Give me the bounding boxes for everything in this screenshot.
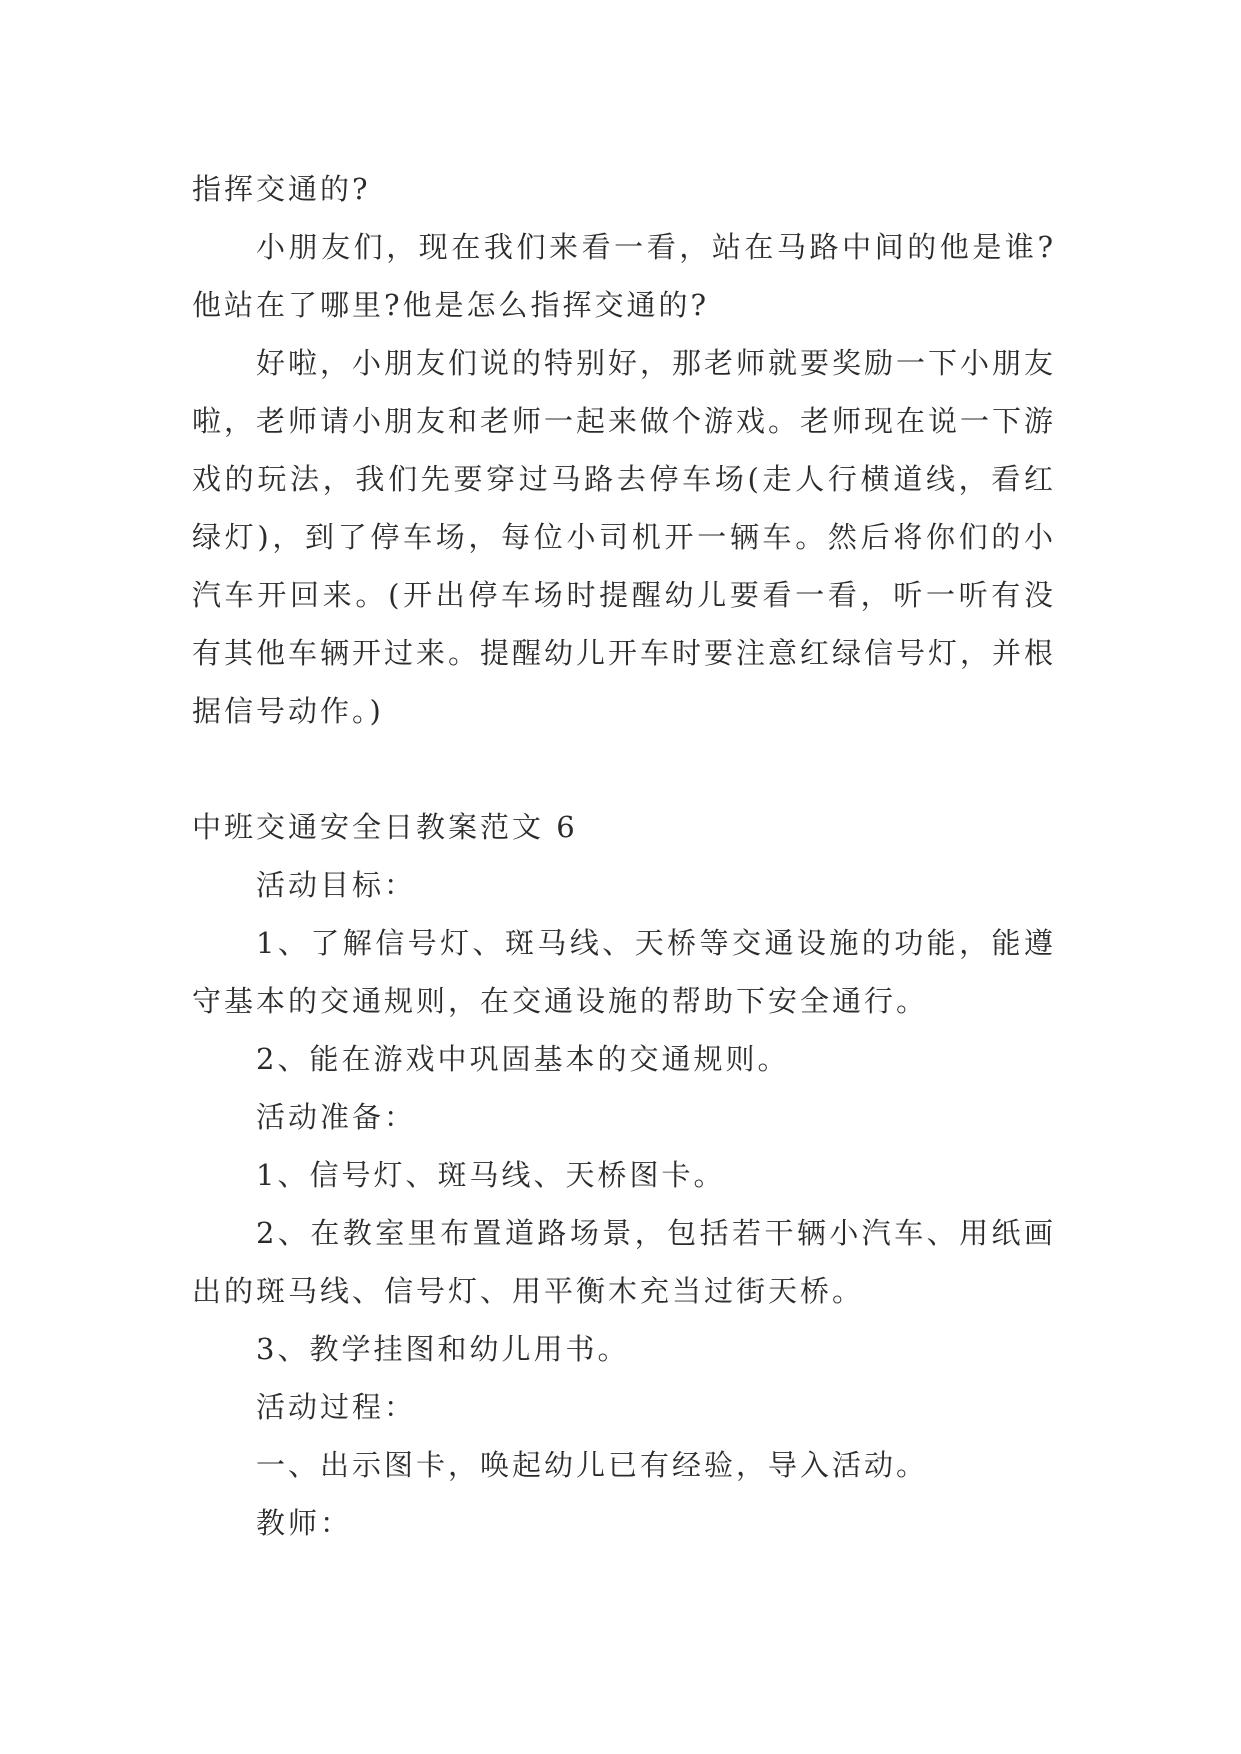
paragraph: 小朋友们，现在我们来看一看，站在马路中间的他是谁?他站在了哪里?他是怎么指挥交通的? [192,230,1056,322]
section-title: 中班交通安全日教案范文 6 [192,810,578,844]
paragraph: 活动准备： [256,1100,417,1134]
paragraph: 1、了解信号灯、斑马线、天桥等交通设施的功能，能遵守基本的交通规则，在交通设施的帮助下安全通行。 [192,926,1056,1018]
document-body [192,160,1056,1552]
paragraph: 3、教学挂图和幼儿用书。 [256,1332,630,1366]
paragraph: 1、信号灯、斑马线、天桥图卡。 [256,1158,726,1192]
paragraph: 一、出示图卡，唤起幼儿已有经验，导入活动。 [256,1448,929,1482]
paragraph: 好啦，小朋友们说的特别好，那老师就要奖励一下小朋友啦，老师请小朋友和老师一起来做个游戏。老师现在说一下游戏的玩法，我们先要穿过马路去停车场(走人行横道线，看红绿灯)，到了停车场，每位小司机开一辆车。然后将你们的小汽车开回来。(开出停车场时提醒幼儿要看一看，听一听有没有其他车辆开过来。提醒幼儿开车时要注意红绿信号灯，并根据信号动作。) [192,346,1057,728]
paragraph: 教师： [256,1506,353,1540]
paragraph: 活动目标： [256,868,417,902]
paragraph: 2、能在游戏中巩固基本的交通规则。 [256,1042,790,1076]
paragraph: 活动过程： [256,1390,417,1424]
paragraph: 2、在教室里布置道路场景，包括若干辆小汽车、用纸画出的斑马线、信号灯、用平衡木充当过街天桥。 [192,1216,1056,1308]
paragraph: 指挥交通的? [192,172,371,206]
